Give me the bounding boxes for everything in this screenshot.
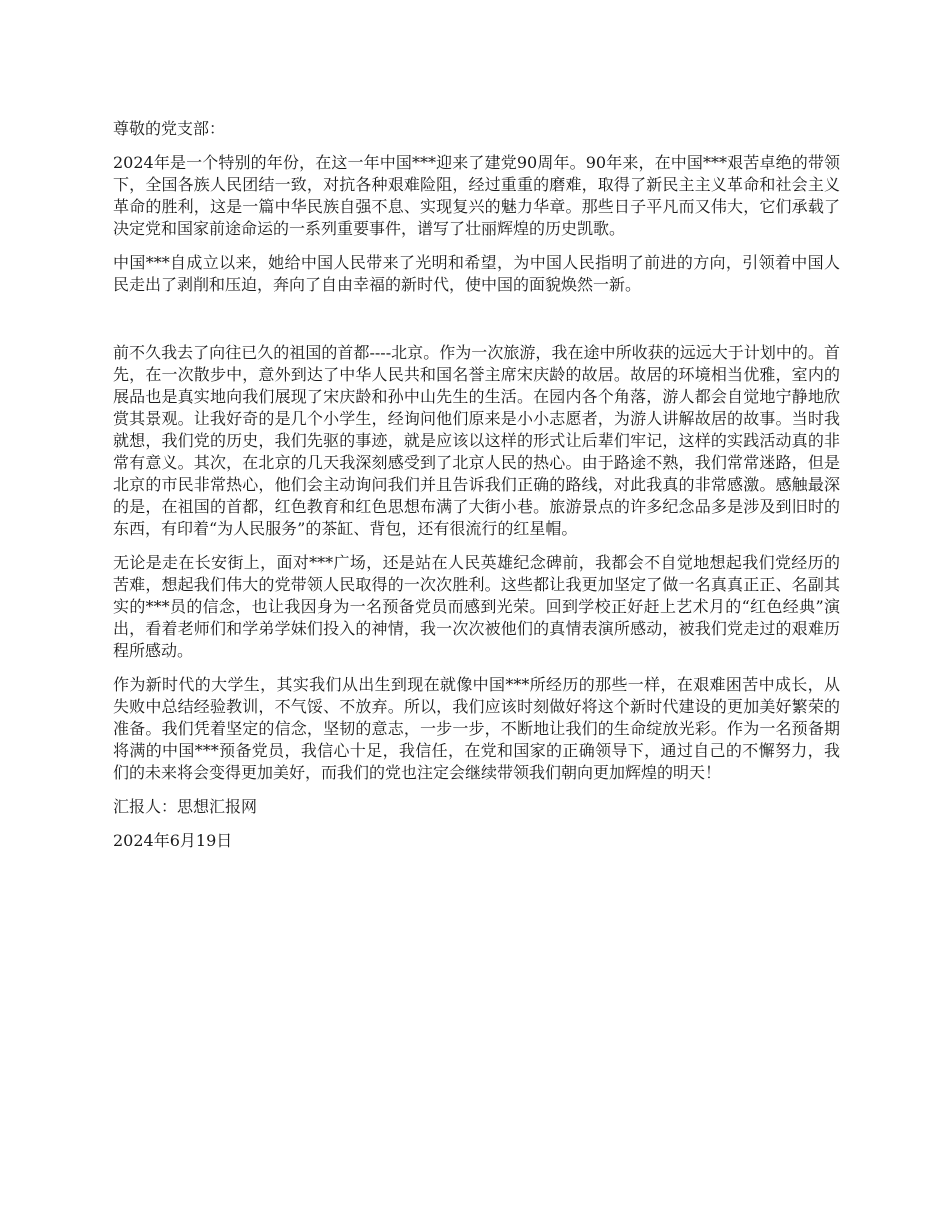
letter-page (113, 118, 840, 864)
salutation: 尊敬的党支部： (113, 119, 226, 138)
paragraph-commitment: 作为新时代的大学生，其实我们从出生到现在就像中国***所经历的那些一样，在艰难困苦中成长，从失败中总结经验教训，不气馁、不放弃。所以，我们应该时刻做好将这个新时代建设的更加美好繁荣的准备。我们凭着坚定的信念，坚韧的意志，一步一步，不断地让我们的生命绽放光彩。作为一名预备期将满的中国***预备党员，我信心十足，我信任，在党和国家的正确领导下，通过自己的不懈努力，我们的未来将会变得更加美好，而我们的党也注定会继续带领我们朝向更加辉煌的明天！ (113, 675, 840, 782)
blank-gap (113, 308, 840, 342)
paragraph-reflection: 无论是走在长安街上，面对***广场，还是站在人民英雄纪念碑前，我都会不自觉地想起我们党经历的苦难，想起我们伟大的党带领人民取得的一次次胜利。这些都让我更加坚定了做一名真真正正、名副其实的***员的信念，也让我因身为一名预备党员而感到光荣。回到学校正好赶上艺术月的“红色经典”演出，看着老师们和学弟学妹们投入的神情，我一次次被他们的真情表演所感动，被我们党走过的艰难历程所感动。 (113, 553, 840, 660)
paragraph-party-founding: 中国***自成立以来，她给中国人民带来了光明和希望，为中国人民指明了前进的方向，引领着中国人民走出了剥削和压迫，奔向了自由幸福的新时代，使中国的面貌焕然一新。 (113, 253, 840, 294)
paragraph-anniversary: 2024年是一个特别的年份，在这一年中国***迎来了建党90周年。90年来，在中国***艰苦卓绝的带领下，全国各族人民团结一致，对抗各种艰难险阻，经过重重的磨难，取得了新民主主义革命和社会主义革命的胜利，这是一篇中华民族自强不息、实现复兴的魅力华章。那些日子平凡而又伟大，它们承载了决定党和国家前途命运的一系列重要事件，谱写了壮丽辉煌的历史凯歌。 (113, 153, 840, 238)
paragraph-beijing-trip: 前不久我去了向往已久的祖国的首都----北京。作为一次旅游，我在途中所收获的远远大于计划中的。首先，在一次散步中，意外到达了中华人民共和国名誉主席宋庆龄的故居。故居的环境相当优雅，室内的展品也是真实地向我们展现了宋庆龄和孙中山先生的生活。在园内各个角落，游人都会自觉地宁静地欣赏其景观。让我好奇的是几个小学生，经询问他们原来是小小志愿者，为游人讲解故居的故事。当时我就想，我们党的历史，我们先驱的事迹，就是应该以这样的形式让后辈们牢记，这样的实践活动真的非常有意义。其次，在北京的几天我深刻感受到了北京人民的热心。由于路途不熟，我们常常迷路，但是北京的市民非常热心，他们会主动询问我们并且告诉我们正确的路线，对此我真的非常感激。感触最深的是，在祖国的首都，红色教育和红色思想布满了大街小巷。旅游景点的许多纪念品多是涉及到旧时的东西，有印着“为人民服务”的茶缸、背包，还有很流行的红星帽。 (113, 343, 840, 538)
reporter-signature: 汇报人：思想汇报网 (113, 797, 258, 816)
report-date: 2024年6月19日 (113, 831, 233, 850)
